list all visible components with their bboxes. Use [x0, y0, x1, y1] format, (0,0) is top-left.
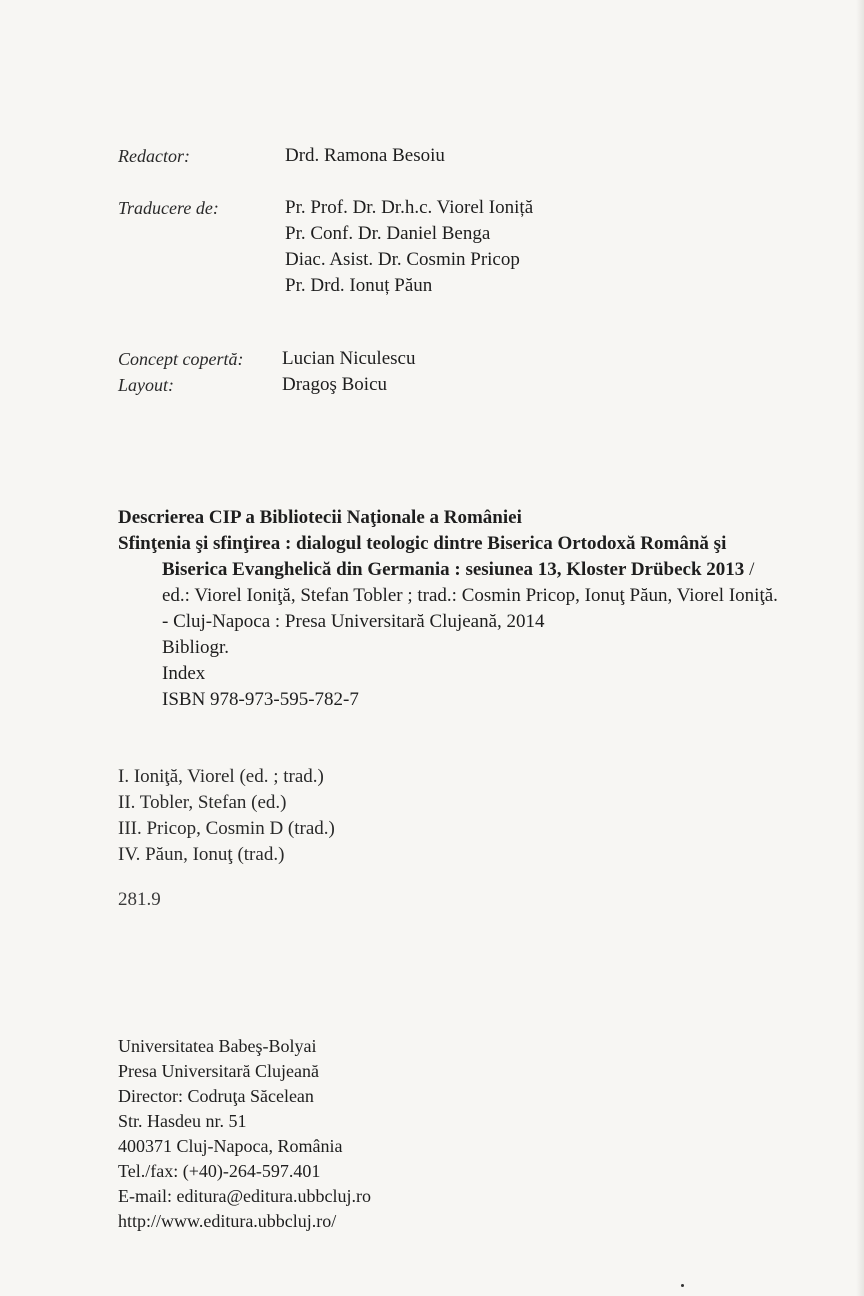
print-speck	[681, 1284, 684, 1287]
publisher-city: 400371 Cluj-Napoca, România	[118, 1136, 343, 1156]
classification-number: 281.9	[118, 889, 161, 910]
cover-values	[282, 346, 415, 372]
editor-values	[285, 143, 445, 169]
cip-isbn: ISBN 978-973-595-782-7	[162, 689, 359, 710]
cip-note: Index	[162, 663, 206, 684]
cip-book-title: Sfinţenia şi sfinţirea : dialogul teologic dintre Biserica Ortodoxă Română şi Biserica Evanghelică din Germania : sesiunea 13, Kloster Drübeck 2013	[118, 533, 745, 580]
publisher-university: Universitatea Babeş-Bolyai	[118, 1036, 317, 1056]
publisher-phone: Tel./fax: (+40)-264-597.401	[118, 1161, 321, 1181]
translation-values	[285, 195, 533, 299]
cip-title: Descrierea CIP a Bibliotecii Naţionale a României	[118, 507, 522, 528]
cover-label: Concept copertă:	[118, 349, 244, 369]
cip-note: Bibliogr.	[162, 637, 230, 658]
publisher-email: E-mail: editura@editura.ubbcluj.ro	[118, 1186, 371, 1206]
publisher-director: Director: Codruţa Săcelean	[118, 1086, 314, 1106]
publisher-website: http://www.editura.ubbcluj.ro/	[118, 1211, 337, 1231]
layout-values	[282, 372, 387, 398]
translator-name: Diac. Asist. Dr. Cosmin Pricop	[285, 249, 520, 270]
editor-name: Drd. Ramona Besoiu	[285, 145, 445, 166]
index-entry: II. Tobler, Stefan (ed.)	[118, 792, 287, 813]
index-entry: IV. Păun, Ionuţ (trad.)	[118, 844, 285, 865]
translator-name: Pr. Prof. Dr. Dr.h.c. Viorel Ioniță	[285, 197, 534, 218]
index-entry: I. Ioniţă, Viorel (ed. ; trad.)	[118, 766, 324, 787]
cip-book-details: / ed.: Viorel Ioniţă, Stefan Tobler ; trad.: Cosmin Pricop, Ionuţ Păun, Viorel Ioniţă. - Cluj-Napoca : Presa Universitară Clujeană, 2014	[162, 559, 778, 632]
publisher-press: Presa Universitară Clujeană	[118, 1061, 319, 1081]
publisher-street: Str. Hasdeu nr. 51	[118, 1111, 247, 1131]
editor-label: Redactor:	[118, 146, 190, 166]
layout-designer-name: Dragoş Boicu	[282, 374, 388, 395]
publisher-info	[118, 1034, 371, 1234]
cip-description	[118, 505, 778, 713]
layout-label: Layout:	[118, 375, 174, 395]
index-entries	[118, 764, 335, 868]
cover-designer-name: Lucian Niculescu	[282, 348, 416, 369]
cip-entry	[118, 531, 778, 635]
index-entry: III. Pricop, Cosmin D (trad.)	[118, 818, 335, 839]
page-edge	[856, 0, 864, 1296]
translator-name: Pr. Conf. Dr. Daniel Benga	[285, 223, 491, 244]
translator-name: Pr. Drd. Ionuț Păun	[285, 275, 433, 296]
translation-label: Traducere de:	[118, 198, 219, 218]
